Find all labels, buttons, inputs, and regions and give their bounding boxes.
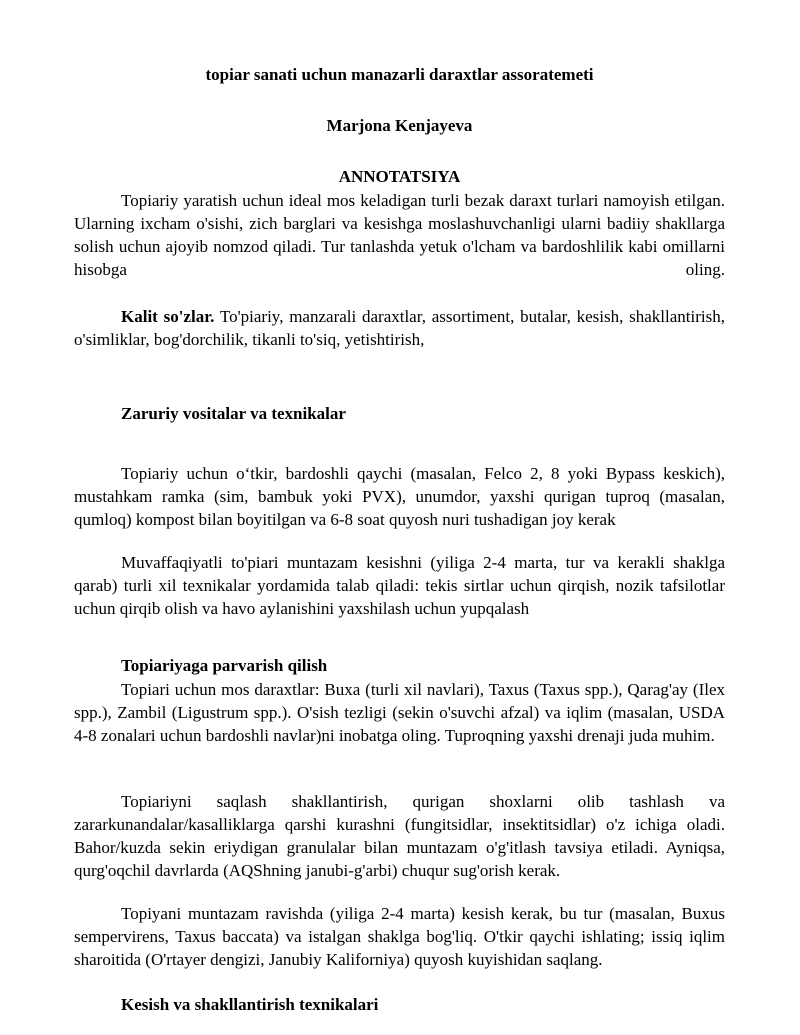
paragraph-text: Topiariy uchun o‘tkir, bardoshli qaychi (masalan, Felco 2, 8 yoki Bypass keskich), mustahkam ramka (sim, bambuk yoki PVX), unumdor, yaxshi qurigan tuproq (masalan, qumloq) kompost bilan boyitilgan va 6-8 soat quyosh nuri tushadigan joy kerak: [74, 464, 725, 529]
keywords-label: Kalit so'zlar.: [121, 307, 215, 326]
author-name: Marjona Kenjayeva: [326, 116, 473, 135]
annotation-text: Topiariy yaratish uchun ideal mos keladigan turli bezak daraxt turlari namoyish etilgan. Ularning ixcham o'sishi, zich barglari va kesishga moslashuvchanligi ularni badiiy shakllarga solish uchun ajoyib nomzod qiladi. Tur tanlashda yetuk o'lcham va bardoshlilik kabi omillarni hisobga oling.: [74, 191, 725, 279]
section-care-paragraph-3: [74, 902, 725, 971]
keywords-text: To'piariy, manzarali daraxtlar, assortiment, butalar, kesish, shakllantirish, o'simliklar, bog'dorchilik, tikanli to'siq, yetishtirish,: [74, 307, 725, 349]
paragraph-text: Topiariyni saqlash shakllantirish, qurigan shoxlarni olib tashlash va zararkunandalar/kasalliklarga qarshi kurashni (fungitsidlar, insektitsidlar) o'z ichiga oladi. Bahor/kuzda sekin eriydigan granulalar bilan muntazam o'g'itlash tavsiya etiladi. Ayniqsa, qurg'oqchil davrlarda (AQShning janubi-g'arbi) chuqur sug'orish kerak.: [74, 792, 725, 880]
section-heading-pruning: Kesish va shakllantirish texnikalari: [121, 995, 379, 1014]
section-heading-tools: Zaruriy vositalar va texnikalar: [121, 404, 346, 423]
section-tools-paragraph-2: [74, 551, 725, 620]
section-heading-care: Topiariyaga parvarish qilish: [121, 656, 328, 675]
section-tools-paragraph-1: [74, 462, 725, 531]
paragraph-text: Topiyani muntazam ravishda (yiliga 2-4 marta) kesish kerak, bu tur (masalan, Buxus sempervirens, Taxus baccata) va istalgan shaklga bog'liq. O'tkir qaychi ishlating; issiq iqlim sharoitida (O'rtayer dengizi, Janubiy Kaliforniya) quyosh kuyishidan saqlang.: [74, 904, 725, 969]
keywords-paragraph: [74, 305, 725, 351]
section-care-paragraph-1: [74, 678, 725, 747]
paragraph-text: Topiari uchun mos daraxtlar: Buxa (turli xil navlari), Taxus (Taxus spp.), Qarag'ay (Ilex spp.), Zambil (Ligustrum spp.). O'sish tezligi (sekin o'suvchi afzal) va iqlim (masalan, USDA 4-8 zonalari uchun bardoshli navlar)ni inobatga oling. Tuproqning yaxshi drenaji juda muhim.: [74, 680, 725, 745]
annotation-heading: ANNOTATSIYA: [338, 167, 461, 186]
paragraph-text: Muvaffaqiyatli to'piari muntazam kesishni (yiliga 2-4 marta, tur va kerakli shaklga qarab) turli xil texnikalar yordamida talab qiladi: tekis sirtlar uchun qirqish, nozik tafsilotlar uchun qirqib olish va havo aylanishini yaxshilash uchun yupqalash: [74, 553, 725, 618]
document-title: topiar sanati uchun manazarli daraxtlar assoratemeti: [205, 65, 594, 84]
keywords-block: [74, 305, 725, 351]
annotation-block: [74, 189, 725, 281]
section-care-paragraph-2: [74, 790, 725, 882]
